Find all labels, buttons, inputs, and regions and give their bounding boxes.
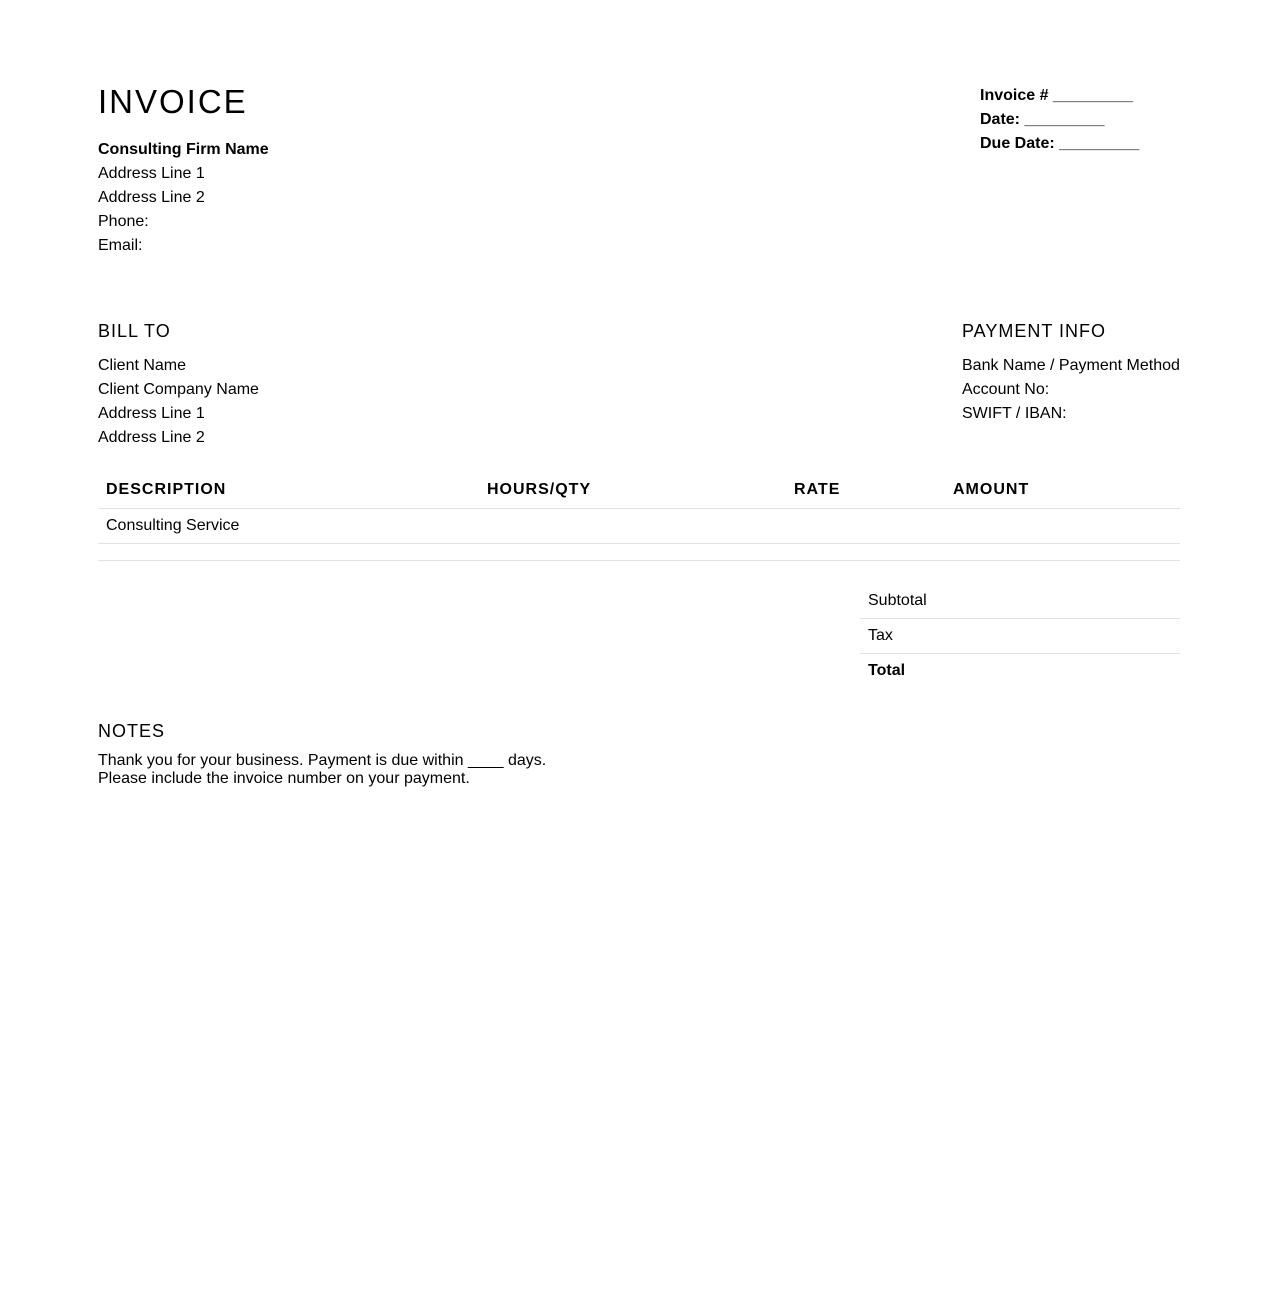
column-header-rate: RATE (786, 472, 945, 509)
invoice-date: Date: _________ (980, 111, 1105, 128)
invoice-title: INVOICE (98, 83, 248, 120)
swift-iban: SWIFT / IBAN: (962, 405, 1067, 422)
notes-line-1: Thank you for your business. Payment is due within ____ days. (98, 752, 547, 769)
subtotal-label: Subtotal (860, 584, 1124, 619)
firm-name: Consulting Firm Name (98, 141, 269, 158)
item-description: Consulting Service (98, 509, 479, 544)
item-rate (786, 509, 945, 544)
notes-heading: NOTES (98, 721, 166, 741)
payment-info-section (962, 320, 1180, 426)
total-row (860, 654, 1180, 689)
notes-section (98, 720, 546, 788)
invoice-number: Invoice # _________ (980, 87, 1134, 104)
invoice-meta (980, 84, 1139, 156)
invoice-due-date: Due Date: _________ (980, 135, 1140, 152)
tax-row (860, 619, 1180, 654)
client-company-name: Client Company Name (98, 381, 259, 398)
subtotal-row (860, 584, 1180, 619)
notes-line-2: Please include the invoice number on your payment. (98, 770, 470, 787)
item-rate (786, 544, 945, 561)
account-number: Account No: (962, 381, 1050, 398)
table-row (98, 544, 1180, 561)
column-header-amount: AMOUNT (945, 472, 1180, 509)
table-header-row (98, 472, 1180, 509)
bank-name: Bank Name / Payment Method (962, 357, 1180, 374)
item-amount (945, 509, 1180, 544)
item-amount (945, 544, 1180, 561)
client-name: Client Name (98, 357, 187, 374)
table-row (98, 509, 1180, 544)
tax-value (1124, 619, 1180, 654)
firm-phone: Phone: (98, 213, 149, 230)
item-hours-qty (479, 509, 786, 544)
firm-address-line-1: Address Line 1 (98, 165, 205, 182)
total-label: Total (868, 662, 906, 679)
payment-info-heading: PAYMENT INFO (962, 321, 1107, 341)
bill-to-heading: BILL TO (98, 321, 171, 341)
column-header-hours-qty: HOURS/QTY (479, 472, 786, 509)
bill-to-section (98, 320, 259, 450)
firm-email: Email: (98, 237, 143, 254)
tax-label: Tax (860, 619, 1124, 654)
client-address-line-1: Address Line 1 (98, 405, 205, 422)
totals-table (860, 584, 1180, 688)
invoice-page (98, 0, 1180, 1300)
firm-details (98, 138, 269, 258)
firm-address-line-2: Address Line 2 (98, 189, 205, 206)
line-items-table (98, 472, 1180, 561)
column-header-description: DESCRIPTION (98, 472, 479, 509)
client-address-line-2: Address Line 2 (98, 429, 205, 446)
item-description (98, 544, 479, 561)
item-hours-qty (479, 544, 786, 561)
total-value (1124, 654, 1180, 689)
subtotal-value (1124, 584, 1180, 619)
